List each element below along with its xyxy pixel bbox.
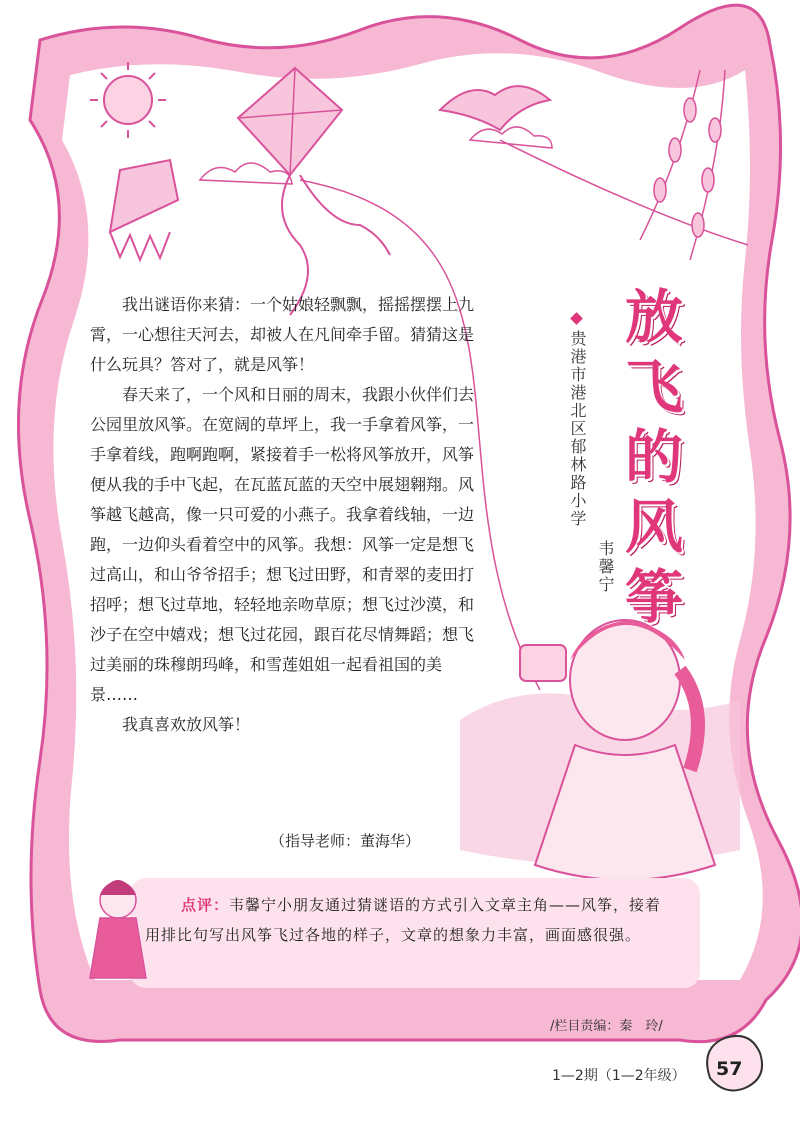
review-label: 点评： <box>181 896 230 914</box>
title-char-3: 的 <box>625 423 684 491</box>
author-school: 贵港市港北区郁林路小学 <box>568 330 587 528</box>
teacher-credit: （指导老师：董海华） <box>270 832 421 850</box>
title-char-1: 放 <box>625 283 684 351</box>
story-paragraph: 我出谜语你来猜：一个姑娘轻飘飘，摇摇摆摆上九霄，一心想往天河去，却被人在凡间牵手留。猜猜这是什么玩具？答对了，就是风筝！ <box>90 295 475 374</box>
author-name: 韦馨宁 <box>596 540 615 594</box>
issue-label: 1—2期（1—2年级） <box>552 1068 686 1084</box>
story-body <box>90 290 480 740</box>
page-number: 57 <box>716 1058 743 1080</box>
title-char-4: 风 <box>625 493 684 561</box>
story-paragraph: 我真喜欢放风筝！ <box>122 715 251 734</box>
title-char-5: 筝 <box>625 563 684 631</box>
column-editor: /栏目责编：秦 玲/ <box>550 1019 663 1034</box>
review-box <box>145 890 675 950</box>
story-paragraph: 春天来了，一个风和日丽的周末，我跟小伙伴们去公园里放风筝。在宽阔的草坪上，我一手拿着风筝，一手拿着线，跑啊跑啊，紧接着手一松将风筝放开，风筝便从我的手中飞起，在瓦蓝瓦蓝的天空中展翅翱翔。风筝越飞越高，像一只可爱的小燕子。我拿着线轴，一边跑，一边仰头看着空中的风筝。我想：风筝一定是想飞过高山，和山爷爷招手；想飞过田野，和青翠的麦田打招呼；想飞过草地，轻轻地亲吻草原；想飞过沙漠，和沙子在空中嬉戏；想飞过花园，跟百花尽情舞蹈；想飞过美丽的珠穆朗玛峰，和雪莲姐姐一起看祖国的美景…… <box>90 385 475 704</box>
review-text: 韦馨宁小朋友通过猜谜语的方式引入文章主角——风筝，接着用排比句写出风筝飞过各地的样子，文章的想象力丰富，画面感很强。 <box>145 896 662 944</box>
title-char-2: 飞 <box>625 353 684 421</box>
